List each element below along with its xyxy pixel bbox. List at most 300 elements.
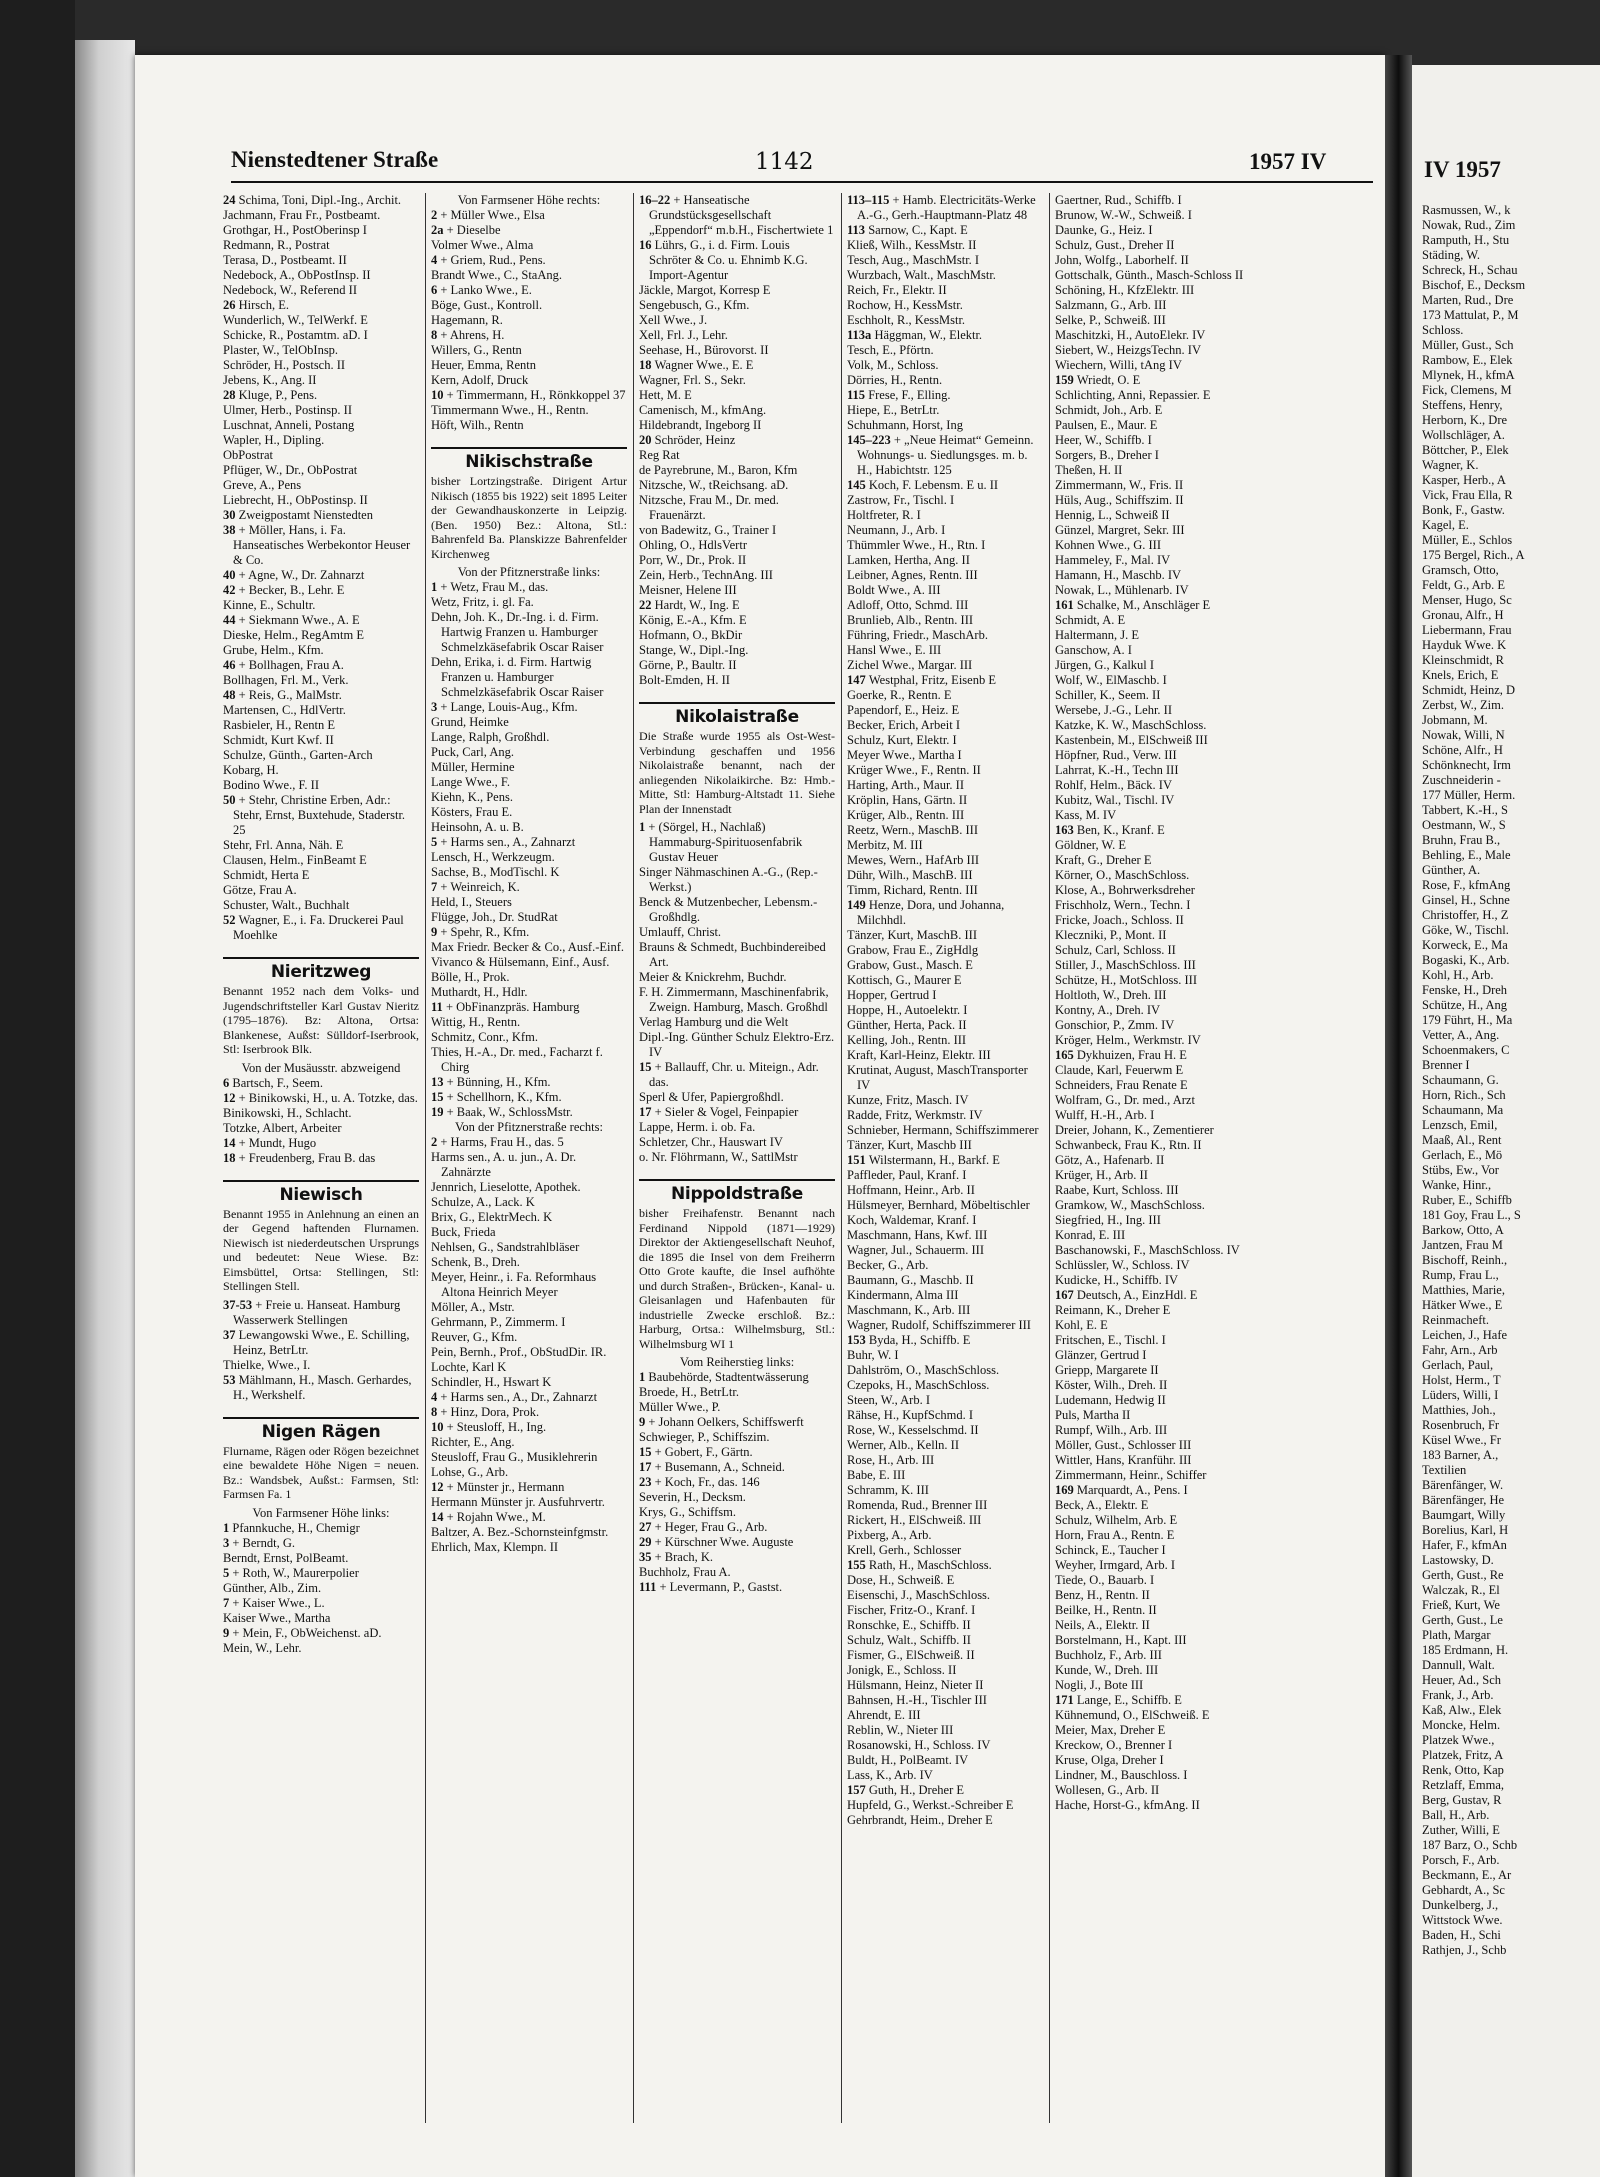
directory-entry [847,568,1043,583]
directory-entry [1055,1378,1267,1393]
directory-entry [847,1483,1043,1498]
resident-text: Kastenbein, M., ElSchweiß III [1055,733,1208,747]
directory-entry [847,1228,1043,1243]
directory-entry [223,328,419,343]
resident-text: Maschitzki, H., AutoElekr. IV [1055,328,1206,342]
facing-page-line: Menser, Hugo, Sc [1422,593,1512,607]
directory-entry [223,718,419,733]
directory-entry [1055,1453,1267,1468]
directory-entry [847,1633,1043,1648]
resident-text: Gonschior, P., Zmm. IV [1055,1018,1175,1032]
resident-text: Krutinat, August, MaschTransporter IV [847,1063,1028,1092]
direction-note: Vom Reiherstieg links: [679,1355,795,1369]
resident-text: + Spehr, R., Kfm. [440,925,530,939]
resident-text: Schulz, Wilhelm, Arb. E [1055,1513,1178,1527]
resident-text: Klose, A., Bohrwerksdreher [1055,883,1195,897]
resident-text: Xell Wwe., J. [639,313,708,327]
directory-entry [1055,1738,1267,1753]
resident-text: Thümmler Wwe., H., Rtn. I [847,538,986,552]
directory-entry [223,793,419,838]
resident-text: Kohnen Wwe., G. III [1055,538,1161,552]
directory-entry [1055,1783,1267,1798]
resident-text: Timm, Richard, Rentn. III [847,883,978,897]
street-description: Benannt 1955 in Anlehnung an einen an der Gegend haftenden Flurnamen. Niewisch ist niederdeutschen Ursprungs und bedeutet: Neue Wiese. Bz: Eimsbüttel, Ortsa: Stellingen, Stl: Stellingen Stell. [223,1206,419,1293]
resident-text: Gaertner, Rud., Schiffb. I [1055,193,1182,207]
directory-entry [1055,898,1267,913]
directory-entry [431,700,627,715]
directory-entry [1055,928,1267,943]
resident-text: Tesch, Aug., MaschMstr. I [847,253,980,267]
directory-entry [1055,1483,1267,1498]
facing-page-line: Jobmann, M. [1422,713,1488,727]
directory-entry [223,343,419,358]
resident-text: Nehlsen, G., Sandstrahlbläser [431,1240,580,1254]
resident-text: + Bünning, H., Kfm. [446,1075,551,1089]
facing-page-line: Fenske, H., Dreh [1422,983,1508,997]
directory-entry [1055,868,1267,883]
directory-entry [847,1573,1043,1588]
resident-text: + Roth, W., Maurerpolier [232,1565,359,1580]
directory-entry [639,493,835,523]
house-number: 2 [431,1135,441,1149]
directory-entry [1055,1273,1267,1288]
directory-entry [847,628,1043,643]
facing-page-line: Kasper, Herb., A [1422,473,1506,487]
resident-text: Thies, H.-A., Dr. med., Facharzt f. Chirg [431,1045,603,1074]
resident-text: Grund, Heimke [431,715,509,729]
facing-page-line: Liebermann, Frau [1422,623,1512,637]
directory-entry [223,598,419,613]
facing-page-line: Zuther, Willi, E [1422,1823,1500,1837]
resident-text: Schulz, Kurt, Elektr. I [847,733,957,747]
house-number: 37 [223,1327,239,1342]
directory-entry [1055,988,1267,1003]
resident-text: Meyer, Heinr., i. Fa. Reformhaus Altona Heinrich Meyer [431,1270,597,1299]
book-spine [1385,55,1412,2177]
directory-entry [431,1045,627,1075]
resident-text: Borstelmann, H., Kapt. III [1055,1633,1187,1647]
resident-text: Westphal, Fritz, Eisenb E [868,673,996,687]
resident-text: Kröplin, Hans, Gärtn. II [847,793,968,807]
street-name: Nigen Rägen [261,1421,381,1442]
resident-text: Götz, A., Hafenarb. II [1055,1153,1165,1167]
directory-entry [1055,283,1267,298]
resident-text: Horn, Frau A., Rentn. E [1055,1528,1175,1542]
resident-text: Lange, E., Schiffb. E [1076,1693,1182,1707]
house-number: 11 [431,1000,446,1014]
directory-entry [223,703,419,718]
directory-entry [223,373,419,388]
resident-text: Fricke, Joach., Schloss. II [1055,913,1184,927]
resident-text: Jennrich, Lieselotte, Apothek. [431,1180,581,1194]
resident-text: + Berndt, G. [232,1535,295,1550]
directory-entry [223,433,419,448]
directory-entry [847,988,1043,1003]
resident-text: + Harms, Frau H., das. 5 [440,1135,564,1149]
directory-entry [431,1435,627,1450]
house-number: 167 [1055,1288,1077,1302]
header-rule [231,181,1373,183]
resident-text: Schiller, K., Seem. II [1055,688,1161,702]
directory-entry [1055,568,1267,583]
directory-entry [847,253,1043,268]
directory-entry [639,403,835,418]
directory-entry [431,730,627,745]
directory-entry [639,985,835,1015]
column-4 [847,193,1043,2123]
resident-text: + Dieselbe [446,223,501,237]
directory-entry [847,598,1043,613]
resident-text: Nedebock, A., ObPostInsp. II [223,268,371,282]
facing-page-line: Korweck, E., Ma [1422,938,1508,952]
resident-text: Schmidt, Kurt Kwf. II [223,733,334,747]
resident-text: Kindermann, Alma III [847,1288,959,1302]
facing-page-line: Gerlach, Paul, [1422,1358,1494,1372]
resident-text: Greve, A., Pens [223,478,302,492]
facing-page-line: Leichen, J., Hafe [1422,1328,1508,1342]
resident-text: Dehn, Erika, i. d. Firm. Hartwig Franzen u. Hamburger Schmelzkäsefabrik Oscar Raiser [431,655,604,699]
house-number: 52 [223,913,239,927]
house-number: 37-53 [223,1297,256,1312]
directory-entry [1055,853,1267,868]
resident-text: Camenisch, M., kfmAng. [639,403,767,417]
resident-text: Bölle, H., Prok. [431,970,510,984]
house-number: 17 [639,1460,655,1474]
resident-text: Kröger, Helm., Werkmstr. IV [1055,1033,1201,1047]
directory-entry [847,1753,1043,1768]
facing-page-line: Schönknecht, Irm [1422,758,1511,772]
directory-entry [1055,1153,1267,1168]
directory-entry [639,583,835,598]
resident-text: Heuer, Emma, Rentn [431,358,537,372]
facing-page-line: Walczak, R., El [1422,1583,1500,1597]
facing-page-line: Stübs, Ew., Vor [1422,1163,1499,1177]
facing-page-line: Feldt, G., Arb. E [1422,578,1505,592]
resident-text: + Müller Wwe., Elsa [440,208,545,222]
directory-entry [639,1550,835,1565]
resident-text: Krys, G., Schiffsm. [639,1505,736,1519]
facing-page-line: 181 Goy, Frau L., S [1422,1208,1521,1222]
resident-text: Buchholz, F., Arb. III [1055,1648,1162,1662]
resident-text: Schramm, K. III [847,1483,929,1497]
resident-text: Byda, H., Schiffb. E [868,1333,971,1347]
resident-text: Rohlf, Helm., Bäck. IV [1055,778,1172,792]
resident-text: Mählmann, H., Masch. Gerhardes, H., Werkshelf. [233,1372,412,1402]
house-number: 157 [847,1783,869,1797]
resident-text: + Levermann, P., Gastst. [659,1580,783,1594]
resident-text: Jachmann, Frau Fr., Postbeamt. [223,208,381,222]
resident-text: Schmitz, Conr., Kfm. [431,1030,538,1044]
resident-text: Sorgers, B., Dreher I [1055,448,1159,462]
directory-entry [223,583,419,598]
resident-text: Harting, Arth., Maur. II [847,778,964,792]
facing-page-line: Oestmann, W., S [1422,818,1506,832]
resident-text: Hiepe, E., BetrLtr. [847,403,940,417]
directory-entry [847,1138,1043,1153]
directory-entry [847,1123,1043,1138]
directory-entry [847,973,1043,988]
resident-text: Baumann, G., Maschb. II [847,1273,974,1287]
resident-text: Schima, Toni, Dipl.-Ing., Archit. [238,193,402,207]
directory-entry [223,913,419,943]
resident-text: Schletzer, Chr., Hauswart IV [639,1135,783,1149]
resident-text: Nowak, L., Mühlenarb. IV [1055,583,1189,597]
directory-entry [639,283,835,298]
directory-entry [223,748,419,763]
directory-entry [639,643,835,658]
directory-entry [431,1030,627,1045]
directory-entry [223,733,419,748]
facing-page-line: Bruhn, Frau B., [1422,833,1501,847]
directory-entry [1055,373,1267,388]
resident-text: Fischer, Fritz-O., Kranf. I [847,1603,976,1617]
directory-entry [223,1596,419,1611]
directory-entry [1055,1108,1267,1123]
resident-text: Porr, W., Dr., Prok. II [639,553,747,567]
facing-page-line: Fahr, Arn., Arb [1422,1343,1498,1357]
resident-text: de Payrebrune, M., Baron, Kfm [639,463,798,477]
facing-page-line: 183 Barner, A., [1422,1448,1499,1462]
house-number: 7 [223,1595,233,1610]
resident-text: Kließ, Wilh., KessMstr. II [847,238,977,252]
facing-page-line: Nowak, Rud., Zim [1422,218,1516,232]
resident-text: Sperl & Ufer, Papiergroßhdl. [639,1090,784,1104]
house-number: 145 [847,478,869,492]
resident-text: + Reis, G., MalMstr. [238,688,342,702]
directory-entry [223,1121,419,1136]
directory-entry [847,1498,1043,1513]
facing-page-line: Gronau, Alfr., H [1422,608,1504,622]
facing-page-line: Borelius, Karl, H [1422,1523,1509,1537]
street-description: bisher Lortzingstraße. Dirigent Artur Nikisch (1855 bis 1922) seit 1895 Leiter der Gewandhauskonzerte in Leipzig. (Ben. 1950) Bez.: Altona, Stl.: Bahrenfeld Ba. Planskizze Bahrenfelder Kirchenweg [431,474,627,561]
resident-text: Thielke, Wwe., I. [223,1357,311,1372]
street-section-heading [639,702,835,725]
resident-text: Papendorf, E., Heiz. E [847,703,960,717]
house-number: 2 [431,208,441,222]
resident-text: Binikowski, H., Schlacht. [223,1105,352,1120]
facing-page-line: Kaß, Alw., Elek [1422,1703,1502,1717]
directory-entry [431,1270,627,1300]
resident-text: Krüger Wwe., F., Rentn. II [847,763,981,777]
directory-entry [639,1520,835,1535]
resident-text: + Lanko Wwe., E. [440,283,532,297]
directory-entry [847,1363,1043,1378]
house-number: 48 [223,688,239,702]
directory-entry [1055,1633,1267,1648]
resident-text: Buldt, H., PolBeamt. IV [847,1753,969,1767]
directory-entry [1055,358,1267,373]
street-section-heading [639,1179,835,1202]
house-number: 15 [431,1090,447,1104]
house-number: 14 [223,1135,239,1150]
resident-text: Pixberg, A., Arb. [847,1528,932,1542]
resident-text: Kobarg, H. [223,763,279,777]
directory-entry [223,1521,419,1536]
house-number: 165 [1055,1048,1077,1062]
resident-text: Tiede, O., Bauarb. I [1055,1573,1155,1587]
directory-entry [1055,1513,1267,1528]
directory-entry [431,1510,627,1525]
resident-text: Nedebock, W., Referend II [223,283,357,297]
house-number: 111 [639,1580,660,1594]
resident-text: + Stehr, Christine Erben, Adr.: Stehr, Ernst, Buxtehude, Staderstr. 25 [233,793,406,837]
directory-entry [639,925,835,940]
resident-text: Krüger, Alb., Rentn. III [847,808,965,822]
resident-text: Dühr, Wilh., MaschB. III [847,868,973,882]
directory-entry [1055,658,1267,673]
directory-entry [431,955,627,970]
directory-entry [431,238,627,253]
resident-text: Ulmer, Herb., Postinsp. II [223,403,352,417]
resident-text: Marquardt, A., Pens. I [1076,1483,1188,1497]
resident-text: Götze, Frau A. [223,883,297,897]
house-number: 46 [223,658,239,672]
directory-entry [847,883,1043,898]
directory-entry [223,463,419,478]
resident-text: Hupfeld, G., Werkst.-Schreiber E [847,1798,1014,1812]
running-head-street: Nienstedtener Straße [231,147,439,172]
resident-text: Schenk, B., Dreh. [431,1255,520,1269]
facing-page-line: Schaumann, G. [1422,1073,1499,1087]
directory-entry [1055,913,1267,928]
directory-entry [1055,1048,1267,1063]
directory-entry [223,283,419,298]
resident-text: Jürgen, G., Kalkul I [1055,658,1155,672]
resident-text: Meisner, Helene III [639,583,737,597]
directory-entry [1055,703,1267,718]
directory-entry [1055,1258,1267,1273]
resident-text: + Freie u. Hanseat. Hamburg Wasserwerk Stellingen [233,1297,401,1327]
house-number: 17 [639,1105,655,1119]
facing-page-line: Bärenfänger, W. [1422,1478,1504,1492]
directory-entry [639,1475,835,1490]
resident-text: Wagner, Frl. S., Sekr. [639,373,746,387]
directory-entry [223,358,419,373]
directory-entry [847,388,1043,403]
resident-text: Neumann, J., Arb. I [847,523,946,537]
facing-page-line: Zuschneiderin - [1422,773,1501,787]
directory-entry [1055,1393,1267,1408]
resident-text: Koch, Waldemar, Kranf. I [847,1213,977,1227]
directory-entry [847,403,1043,418]
directory-entry [1055,1093,1267,1108]
house-number: 16 [639,238,655,252]
facing-page-line: Steffens, Henry, [1422,398,1503,412]
directory-entry [223,1551,419,1566]
resident-text: Schmidt, Joh., Arb. E [1055,403,1163,417]
resident-text: Dieske, Helm., RegAmtm E [223,628,364,642]
facing-page-line: Beckmann, E., Ar [1422,1868,1512,1882]
resident-text: Schwanbeck, Frau K., Rtn. II [1055,1138,1202,1152]
resident-text: Kleczniki, P., Mont. II [1055,928,1167,942]
resident-text: Koch, F. Lebensm. E u. II [868,478,999,492]
directory-entry [847,868,1043,883]
resident-text: Reblin, W., Nieter III [847,1723,954,1737]
directory-entry [639,478,835,493]
resident-text: Wersebe, J.-G., Lehr. II [1055,703,1173,717]
directory-entry [847,1258,1043,1273]
directory-entry [1055,1723,1267,1738]
resident-text: Brandt Wwe., C., StaAng. [431,268,563,282]
column-divider [1049,193,1050,2123]
resident-text: Müller, Hermine [431,760,515,774]
resident-text: Mein, W., Lehr. [223,1640,302,1655]
resident-text: Wagner, Rudolf, Schiffszimmerer III [847,1318,1031,1332]
house-number: 149 [847,898,869,912]
directory-entry [847,943,1043,958]
house-number: 19 [431,1105,447,1119]
directory-entry [431,358,627,373]
resident-text: Kinne, E., Schultr. [223,598,316,612]
resident-text: Schütze, H., MotSchloss. III [1055,973,1197,987]
facing-page-line: Frank, J., Arb. [1422,1688,1494,1702]
directory-entry [847,313,1043,328]
directory-entry [431,940,627,955]
facing-page-line: Böttcher, P., Elek [1422,443,1509,457]
directory-entry [639,598,835,613]
resident-text: Hardt, W., Ing. E [654,598,740,612]
direction-note: Von Farmsener Höhe rechts: [457,193,601,207]
directory-entry [223,418,419,433]
directory-entry [847,1378,1043,1393]
resident-text: Kiehn, K., Pens. [431,790,513,804]
facing-page-line: 175 Bergel, Rich., A [1422,548,1525,562]
house-number: 113 [847,223,869,237]
directory-entry [639,553,835,568]
directory-entry [847,1768,1043,1783]
resident-text: + Mundt, Hugo [238,1135,317,1150]
facing-page-line: Kohl, H., Arb. [1422,968,1494,982]
resident-text: Wulff, H.-H., Arb. I [1055,1108,1155,1122]
resident-text: Hammeley, F., Mal. IV [1055,553,1171,567]
resident-text: + Johann Oelkers, Schiffswerft [648,1415,804,1429]
resident-text: Hansl Wwe., E. III [847,643,942,657]
directory-entry [431,1195,627,1210]
directory-entry [1055,313,1267,328]
directory-entry [847,1528,1043,1543]
resident-text: Kühnemund, O., ElSchweiß. E [1055,1708,1210,1722]
house-number: 113a [847,328,875,342]
house-number: 5 [431,835,441,849]
directory-entry [639,373,835,388]
resident-text: Kass, M. IV [1055,808,1117,822]
directory-entry [639,1535,835,1550]
resident-text: Daunke, G., Heiz. I [1055,223,1153,237]
resident-text: + Harms sen., A., Zahnarzt [440,835,576,849]
house-number: 5 [223,1565,233,1580]
directory-entry [431,1330,627,1345]
resident-text: Brauns & Schmedt, Buchbindereibed Art. [639,940,826,969]
direction-note: Von der Pfitznerstraße rechts: [455,1120,603,1134]
directory-entry [847,1303,1043,1318]
house-number: 16–22 [639,193,674,207]
directory-entry [847,508,1043,523]
facing-page-line: Barkow, Otto, A [1422,1223,1504,1237]
resident-text: Körner, O., MaschSchloss. [1055,868,1190,882]
resident-text: Totzke, Albert, Arbeiter [223,1120,342,1135]
street-section-heading [223,1417,419,1440]
facing-page-line: Gramsch, Otto, [1422,563,1499,577]
directory-entry [847,1723,1043,1738]
directory-entry [847,793,1043,808]
resident-text: Kaiser Wwe., Martha [223,1610,331,1625]
directory-entry [847,958,1043,973]
directory-entry [431,580,627,595]
facing-page-line: Bogaski, K., Arb. [1422,953,1510,967]
house-number: 1 [639,1370,649,1384]
facing-page-line: Göke, W., Tischl. [1422,923,1509,937]
resident-text: Hennig, L., Schweiß II [1055,508,1170,522]
